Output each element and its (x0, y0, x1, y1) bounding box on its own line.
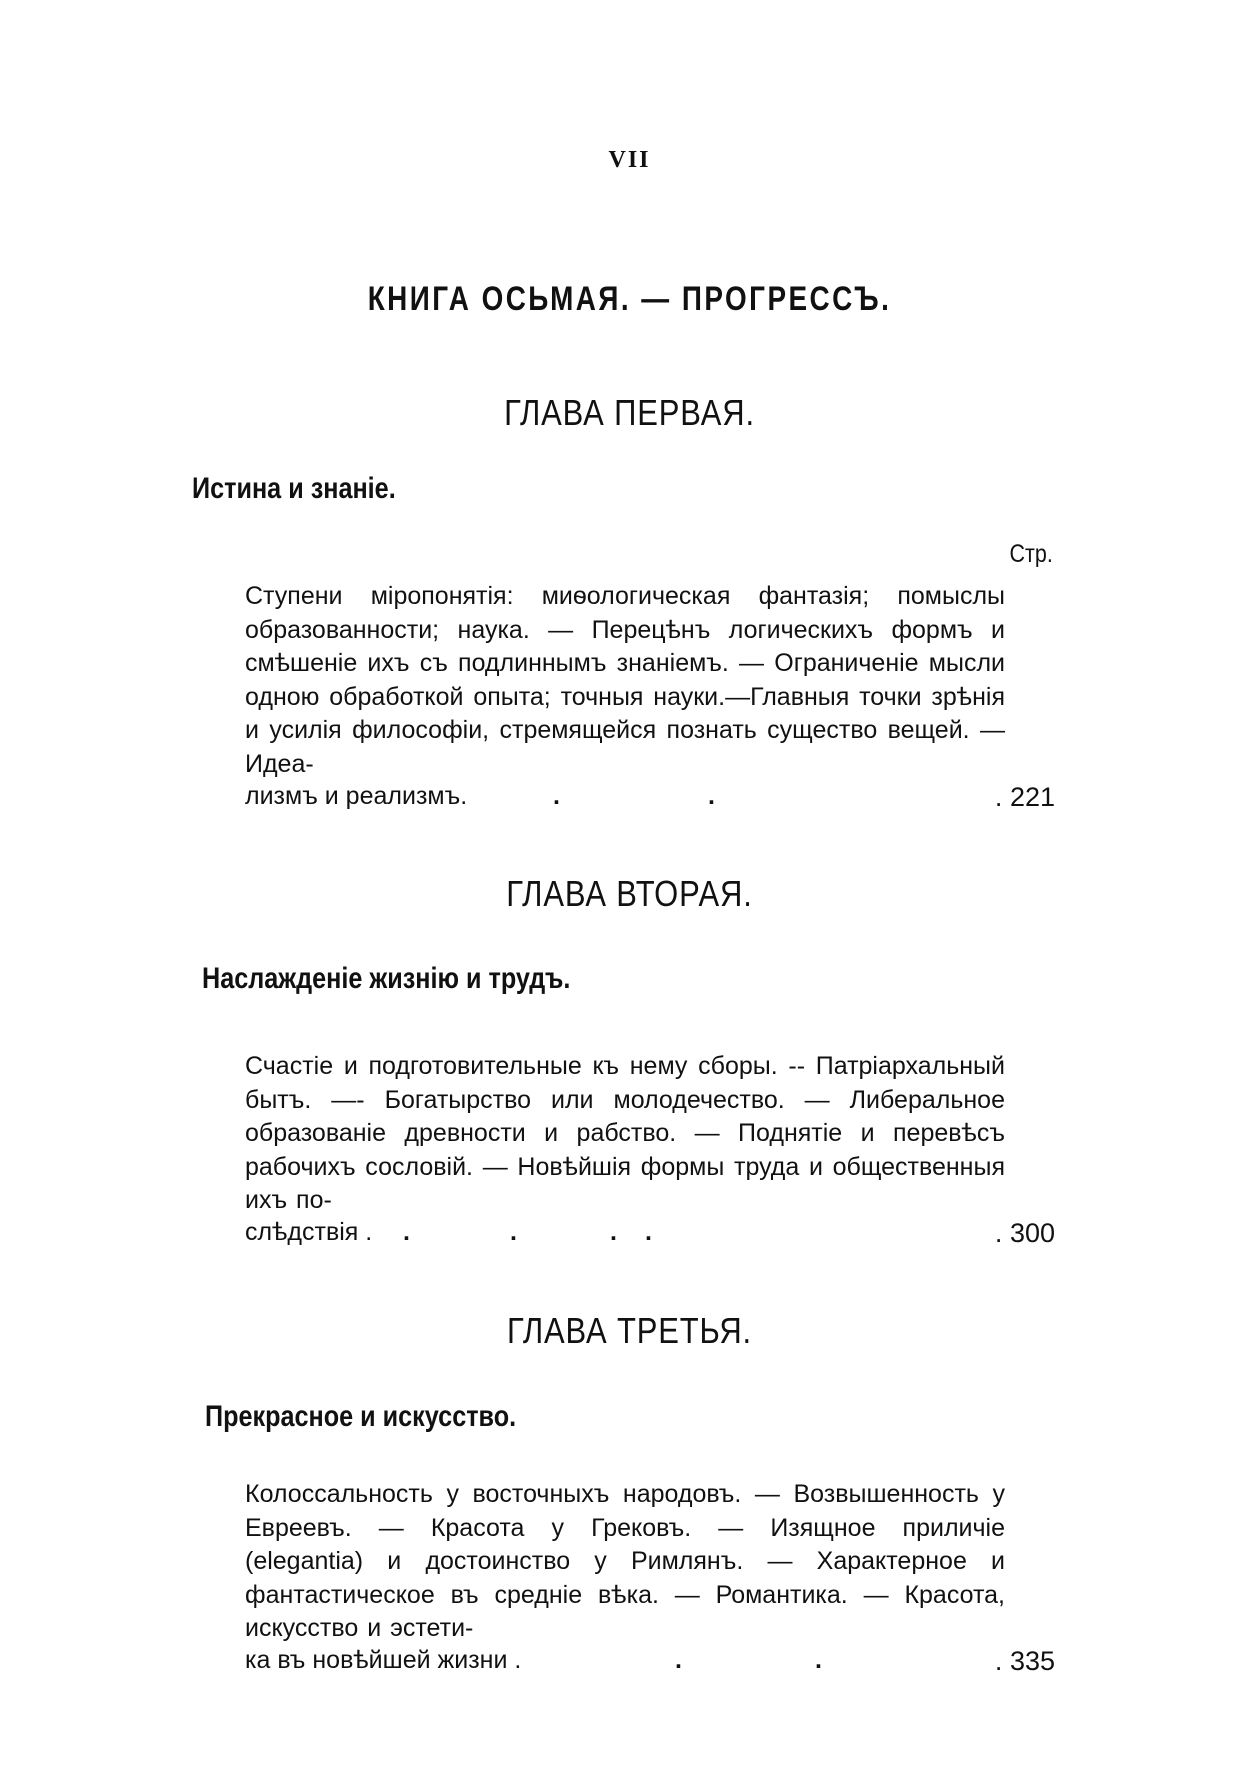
toc-entry-2 (245, 1050, 1055, 1252)
page-reference: . 221 (994, 781, 1055, 812)
entry-leader-line (245, 1646, 1055, 1680)
section-title-1: Истина и знаніе. (192, 472, 396, 505)
leader-dot: . (403, 1217, 410, 1246)
page-column-label: Стр. (1009, 540, 1053, 568)
page-number: VII (608, 147, 651, 173)
page-reference-number: 335 (1009, 1645, 1055, 1676)
page-reference-number: 300 (1009, 1217, 1055, 1248)
page-reference: . 335 (994, 1645, 1055, 1676)
page-reference: . 300 (994, 1217, 1055, 1248)
entry-description: Ступени міропонятія: миѳологическая фантазія; помыслы образованности; наука. — Перецѣнъ логическихъ формъ и смѣшеніе ихъ съ подлиннымъ знаніемъ. — Ограниченіе мысли одною обработкой опыта; точныя науки.—Главныя точки зрѣнія и усилія философіи, стремящейся познать существо вещей. — Идеа- (245, 582, 1005, 778)
leader-dot: . (553, 781, 560, 810)
toc-entry-3 (245, 1478, 1055, 1680)
entry-leader-line (245, 1218, 1055, 1252)
entry-last-line: лизмъ и реализмъ. (245, 781, 468, 810)
section-title-2: Наслажденіе жизнію и трудъ. (202, 962, 571, 995)
entry-description: Счастіе и подготовительные къ нему сборы. -- Патріархальный бытъ. —- Богатырство или молодечество. — Либеральное образованіе древности и рабство. — Поднятіе и перевѣсъ рабочихъ сословій. — Новѣйшія формы труда и общественныя ихъ по- (245, 1052, 1005, 1215)
leader-dot: . (675, 1645, 682, 1674)
entry-leader-line (245, 782, 1055, 816)
entry-last-line: слѣдствія . (245, 1217, 373, 1246)
leader-dot: . (815, 1645, 822, 1674)
leader-dot: . (610, 1217, 617, 1246)
leader-dot: . (708, 781, 715, 810)
chapter-title-3: ГЛАВА ТРЕТЬЯ. (506, 1310, 753, 1351)
chapter-title-1: ГЛАВА ПЕРВАЯ. (504, 392, 755, 433)
entry-description: Колоссальность у восточныхъ народовъ. — Возвышенность у Евреевъ. — Красота у Грековъ. — Изящное приличіе (elegantia) и достоинство у Римлянъ. — Характерное и фантастическое въ средніе вѣка. — Романтика. — Красота, искусство и эстети- (245, 1480, 1005, 1643)
toc-entry-1 (245, 580, 1055, 815)
leader-dot: . (510, 1217, 517, 1246)
entry-last-line: ка въ новѣйшей жизни . (245, 1645, 522, 1674)
section-title-3: Прекрасное и искусство. (205, 1400, 517, 1433)
page-reference-number: 221 (1009, 781, 1055, 812)
chapter-title-2: ГЛАВА ВТОРАЯ. (506, 873, 753, 914)
book-title: КНИГА ОСЬМАЯ. — ПРОГРЕССЪ. (367, 280, 892, 318)
leader-dot: . (645, 1217, 652, 1246)
